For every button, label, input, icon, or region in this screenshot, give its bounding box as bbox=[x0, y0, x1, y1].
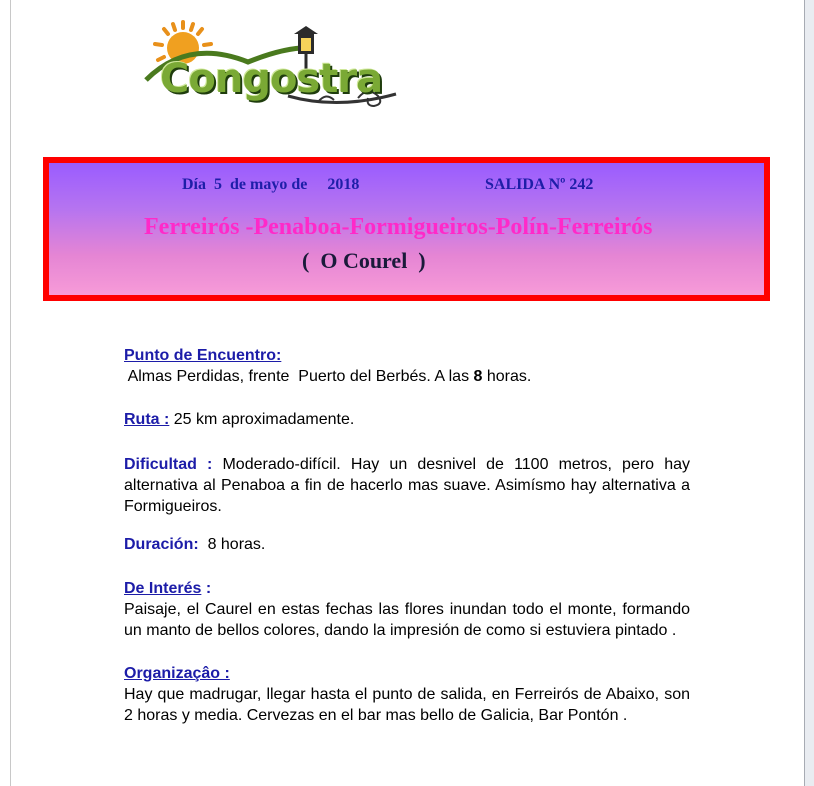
interes-colon: : bbox=[201, 580, 212, 597]
banner-region: ( O Courel ) bbox=[302, 248, 426, 273]
section-ruta bbox=[124, 409, 690, 430]
dificultad-label: Dificultad : bbox=[124, 456, 213, 473]
organizacion-text: Hay que madrugar, llegar hasta el punto de salida, en Ferreirós de Abaixo, son 2 horas y media. Cervezas en el bar mas bello de Galicia, Bar Pontón . bbox=[124, 686, 690, 724]
banner-route-title: Ferreirós -Penaboa-Formigueiros-Polín-Ferreirós bbox=[144, 214, 653, 240]
encuentro-text-before: Almas Perdidas, frente Puerto del Berbés. A las bbox=[124, 368, 474, 385]
encuentro-text-after: horas. bbox=[482, 368, 532, 385]
duracion-text: 8 horas. bbox=[198, 536, 266, 553]
encuentro-hour: 8 bbox=[473, 368, 483, 385]
excursion-banner bbox=[43, 157, 770, 301]
section-encuentro bbox=[124, 345, 690, 387]
section-interes bbox=[124, 578, 690, 641]
section-duracion bbox=[124, 534, 690, 555]
window-scrollbar[interactable] bbox=[804, 0, 814, 786]
ruta-text: 25 km aproximadamente. bbox=[169, 411, 355, 428]
encuentro-label: Punto de Encuentro: bbox=[124, 347, 282, 364]
document-body bbox=[124, 345, 690, 726]
page-left-margin bbox=[0, 0, 11, 786]
section-organizacion bbox=[124, 663, 690, 726]
banner-salida-number: SALIDA Nº 242 bbox=[485, 176, 594, 193]
section-dificultad bbox=[124, 454, 690, 517]
congostra-logo bbox=[138, 18, 400, 118]
organizacion-label: Organizaçâo : bbox=[124, 665, 230, 682]
banner-date: Día 5 de mayo de 2018 bbox=[182, 176, 360, 193]
interes-label: De Interés bbox=[124, 580, 202, 597]
ruta-label: Ruta : bbox=[124, 411, 170, 428]
interes-text: Paisaje, el Caurel en estas fechas las flores inundan todo el monte, formando un manto de bellos colores, dando la impresión de como si estuviera pintado . bbox=[124, 601, 690, 639]
dificultad-text: Moderado-difícil. Hay un desnivel de 1100 metros, pero hay alternativa al Penaboa a fin de hacerlo mas suave. Asimísmo hay alternativa a Formigueiros. bbox=[124, 456, 690, 515]
duracion-label: Duración: bbox=[124, 536, 199, 553]
logo-text: Congostra bbox=[160, 56, 383, 102]
